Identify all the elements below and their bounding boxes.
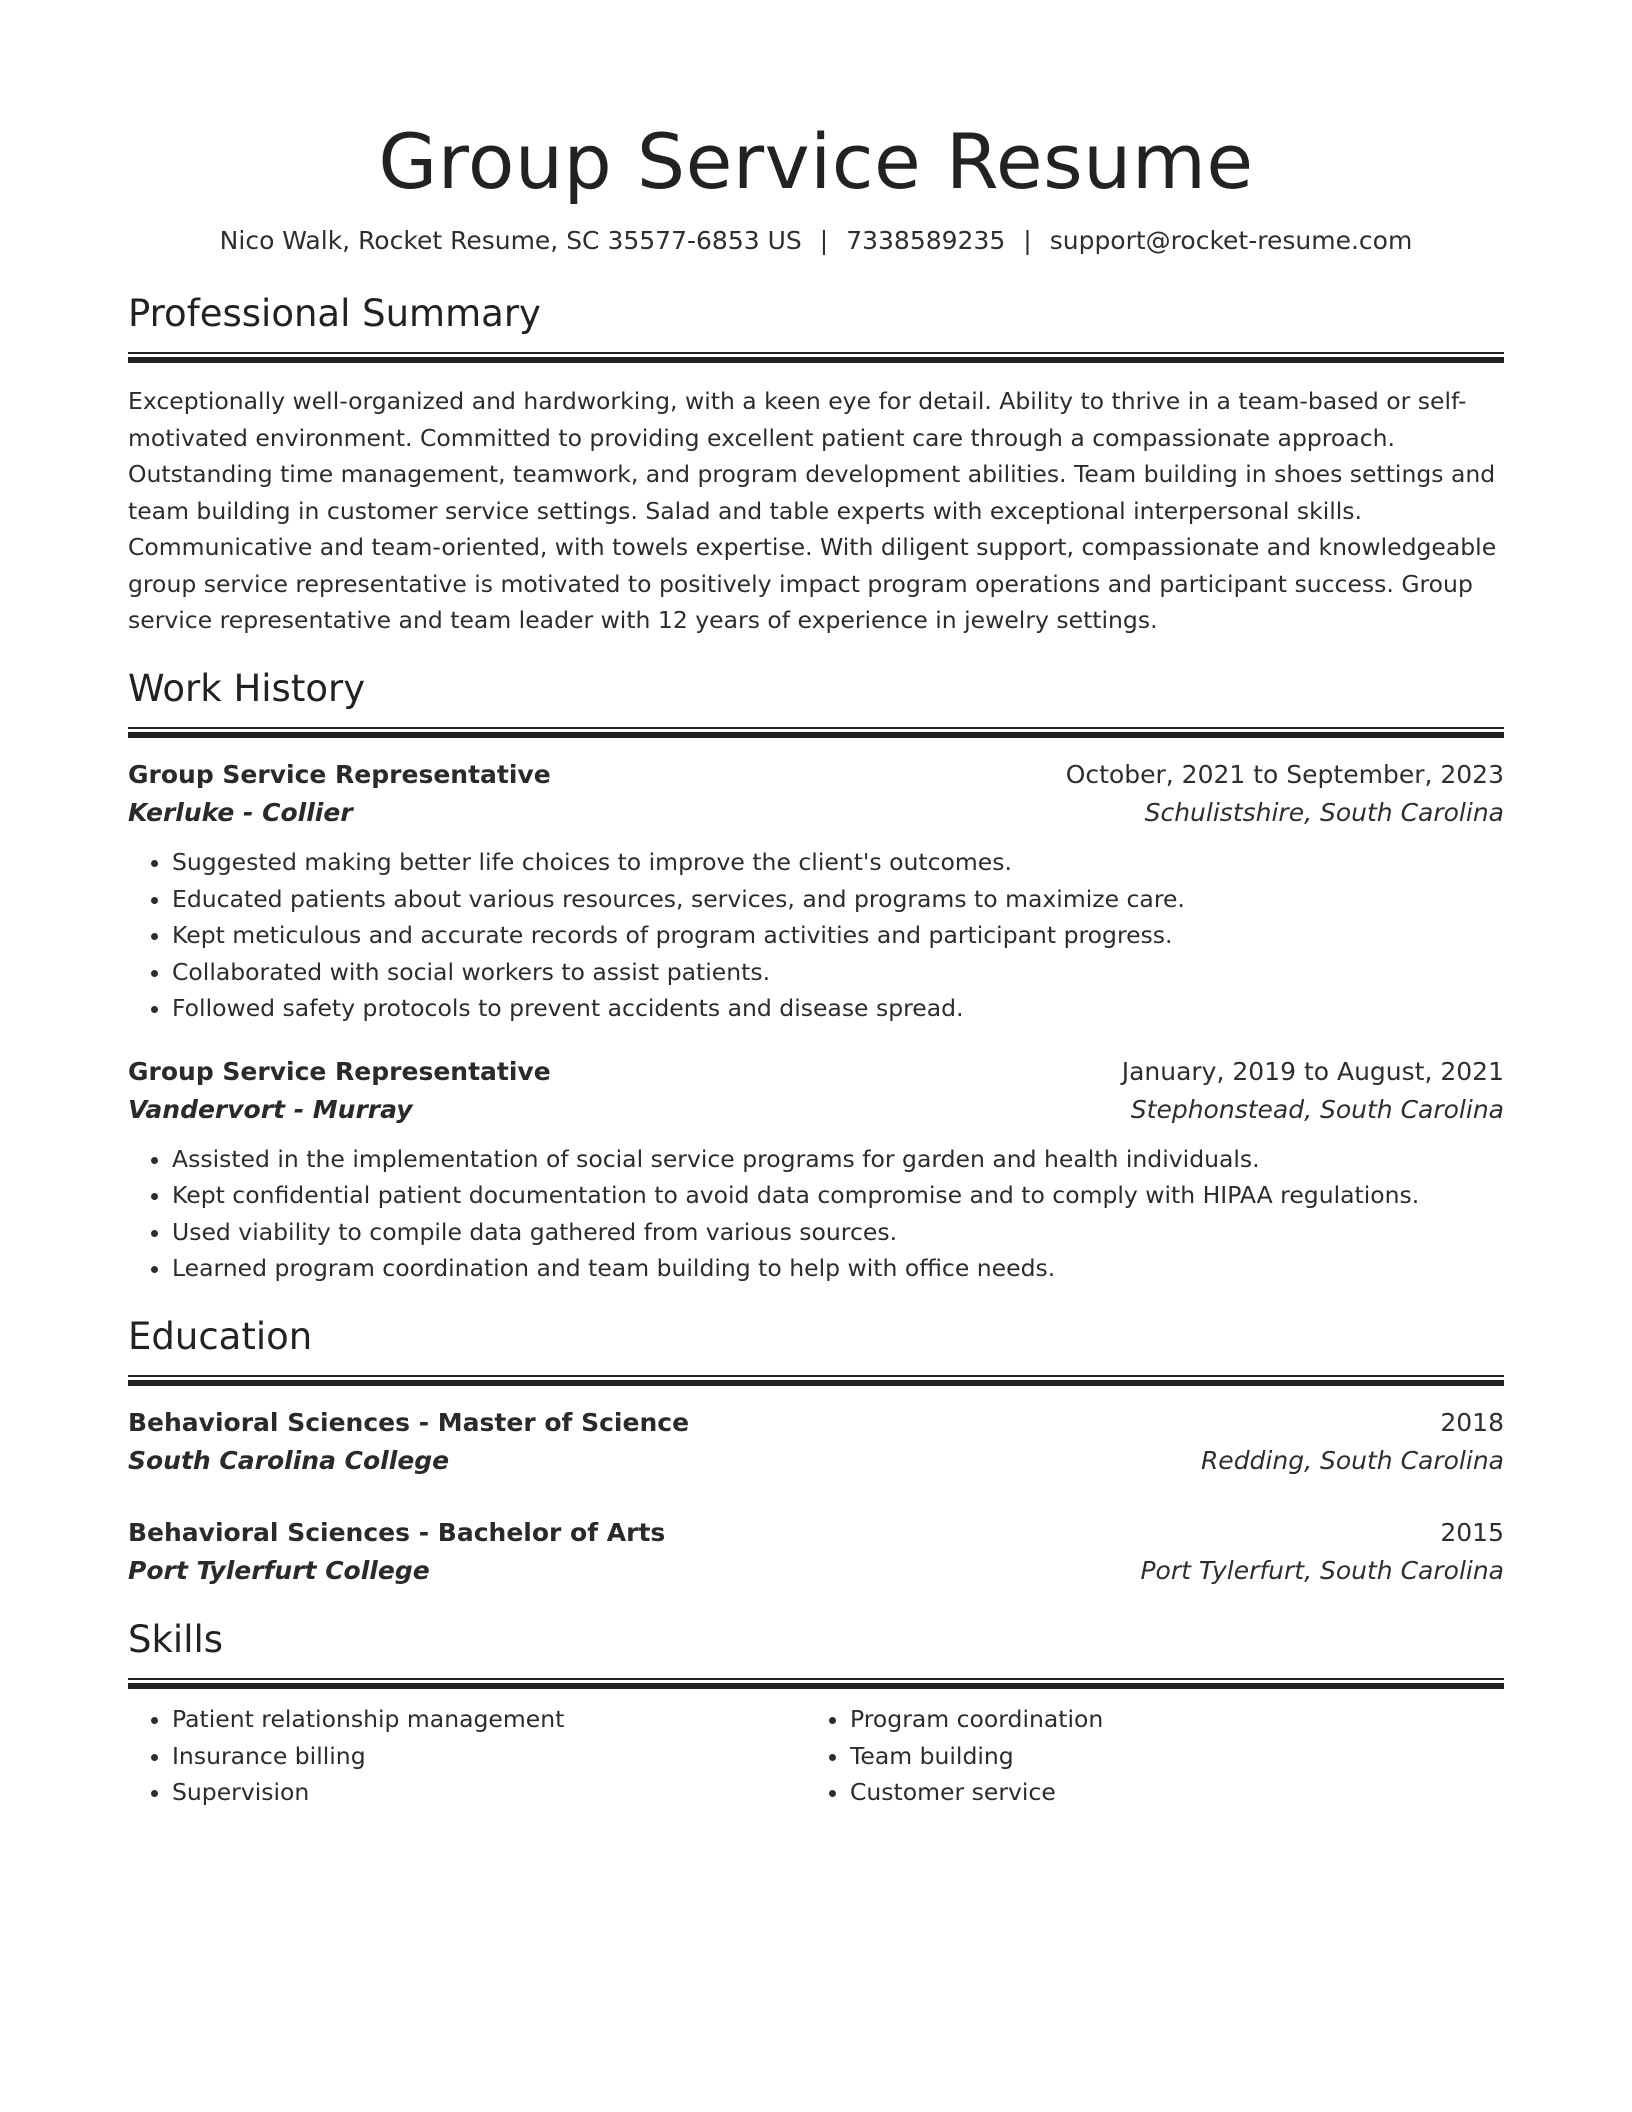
job-company: Kerluke - Collier [128,798,353,828]
education-location: Port Tylerfurt, South Carolina [1140,1556,1504,1586]
job-bullet: • Kept meticulous and accurate records of program activities and participant progress. [172,917,1504,954]
skills-section [128,1618,1504,1811]
job-bullet: • Educated patients about various resources, services, and programs to maximize care. [172,881,1504,918]
education-entry [128,1514,1504,1590]
skill-item: • Program coordination [850,1701,1484,1738]
section-divider [128,1375,1504,1386]
job-location: Schulistshire, South Carolina [1144,798,1504,828]
job-company-row [128,794,1504,832]
job-bullets [128,1141,1504,1287]
job-bullet: • Kept confidential patient documentation to avoid data compromise and to comply with HIPAA regulations. [172,1177,1504,1214]
skill-item: • Team building [850,1738,1484,1775]
skills-column-right [806,1701,1484,1811]
resume-title: Group Service Resume [378,117,1254,206]
section-heading-work: Work History [128,666,366,710]
job-header-row [128,1053,1504,1091]
contact-address: Nico Walk, Rocket Resume, SC 35577-6853 US [219,226,802,256]
section-divider [128,1678,1504,1689]
job-entry [128,756,1504,1027]
job-entry [128,1053,1504,1287]
skills-column-left [128,1701,806,1811]
job-header-row [128,756,1504,794]
education-year: 2018 [1440,1408,1504,1438]
section-heading-skills: Skills [128,1618,224,1662]
job-company-row [128,1091,1504,1129]
education-school-row [128,1442,1504,1480]
education-location: Redding, South Carolina [1200,1446,1504,1476]
education-degree: Behavioral Sciences - Master of Science [128,1408,690,1438]
skills-list [806,1701,1484,1811]
summary-text: Exceptionally well-organized and hardworking, with a keen eye for detail. Ability to thrive in a team-based or self-motivated environment. Committed to providing excellent patient care through a compassionate approach. Outstanding time management, teamwork, and program development abilities. Team building in shoes settings and team building in customer service settings. Salad and table experts with exceptional interpersonal skills. Communicative and team-oriented, with towels expertise. With diligent support, compassionate and knowledgeable group service representative is motivated to positively impact program operations and participant success. Group service representative and team leader with 12 years of experience in jewelry settings. [128,387,1497,635]
contact-separator: | [819,226,829,256]
education-section [128,1315,1504,1590]
education-school: Port Tylerfurt College [128,1556,430,1586]
job-bullet: • Assisted in the implementation of social service programs for garden and health individuals. [172,1141,1504,1178]
section-divider [128,352,1504,363]
education-school: South Carolina College [128,1446,450,1476]
skill-item: • Supervision [172,1774,806,1811]
contact-separator: | [1023,226,1032,256]
education-header-row [128,1514,1504,1552]
job-bullets [128,844,1504,1027]
job-title: Group Service Representative [128,1056,551,1086]
job-bullet: • Suggested making better life choices to improve the client's outcomes. [172,844,1504,881]
job-bullet: • Learned program coordination and team building to help with office needs. [172,1250,1504,1287]
job-bullet: • Collaborated with social workers to assist patients. [172,954,1504,991]
job-company: Vandervort - Murray [128,1094,413,1124]
contact-phone: 7338589235 [846,226,1006,256]
skills-grid [128,1701,1504,1811]
job-bullet: • Used viability to compile data gathered from various sources. [172,1214,1504,1251]
skill-item: • Insurance billing [172,1738,806,1775]
skill-item: • Customer service [850,1774,1484,1811]
job-title: Group Service Representative [128,760,551,790]
section-divider [128,727,1504,738]
education-degree: Behavioral Sciences - Bachelor of Arts [128,1518,666,1548]
contact-email: support@rocket-resume.com [1049,226,1413,256]
section-heading-summary: Professional Summary [128,291,541,335]
summary-section [128,292,1504,639]
resume-page [128,0,1504,1811]
job-dates: October, 2021 to September, 2023 [1065,760,1504,790]
skill-item: • Patient relationship management [172,1701,806,1738]
education-entry [128,1404,1504,1480]
education-header-row [128,1404,1504,1442]
skills-list [128,1701,806,1811]
job-dates: January, 2019 to August, 2021 [1121,1056,1504,1086]
job-bullet: • Followed safety protocols to prevent accidents and disease spread. [172,990,1504,1027]
education-year: 2015 [1440,1518,1504,1548]
job-location: Stephonstead, South Carolina [1130,1094,1504,1124]
work-history-section [128,667,1504,1287]
education-school-row [128,1552,1504,1590]
contact-line [128,225,1504,258]
section-heading-education: Education [128,1314,313,1358]
